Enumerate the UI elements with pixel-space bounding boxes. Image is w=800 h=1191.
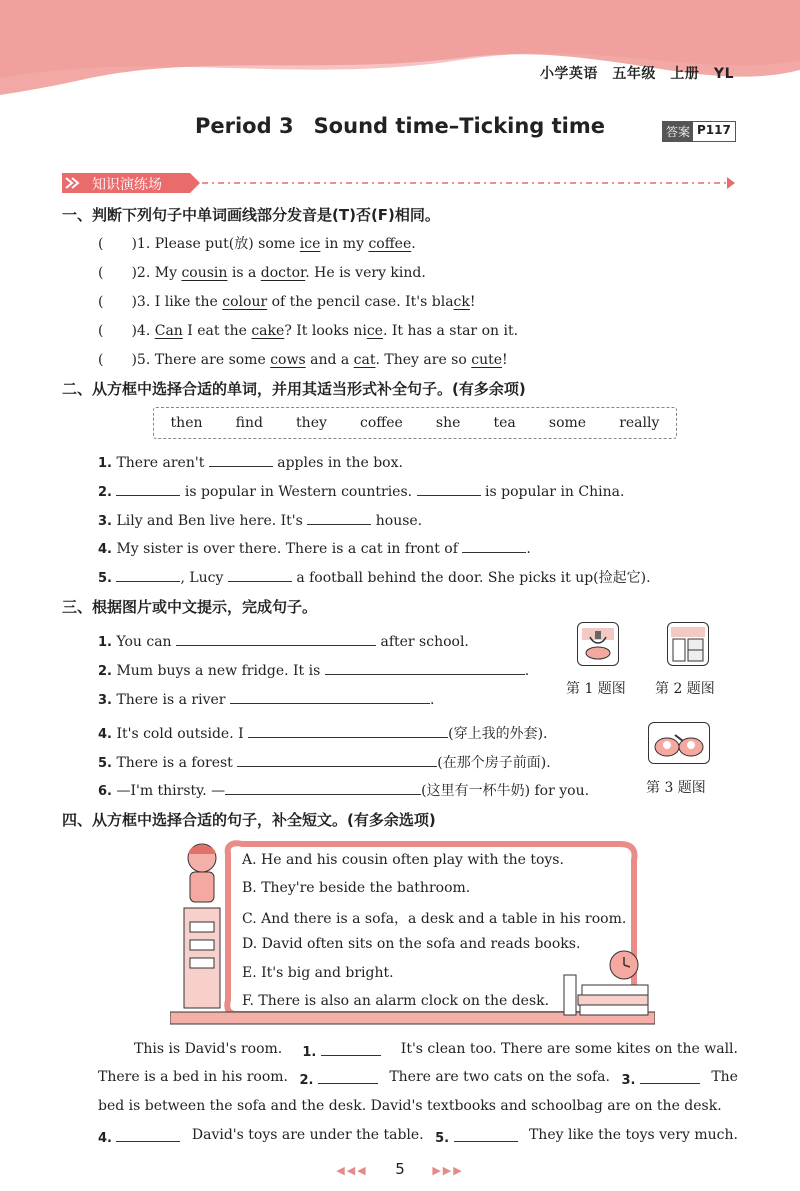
item-number: 1. bbox=[98, 456, 112, 471]
q1-item-4 bbox=[98, 320, 518, 340]
text: ( )2. My bbox=[98, 265, 182, 281]
underlined-text: cows bbox=[270, 352, 306, 368]
left-arrows-icon: ◀◀◀ bbox=[336, 1164, 368, 1177]
passage-line-4 bbox=[98, 1127, 738, 1146]
answer-blank[interactable] bbox=[116, 481, 180, 496]
item-number: 3. bbox=[621, 1073, 636, 1088]
q3-picture-3 bbox=[648, 722, 710, 764]
item-number: 5. bbox=[435, 1131, 450, 1146]
text: and a bbox=[305, 352, 354, 368]
word-bank-item: coffee bbox=[360, 415, 403, 431]
page-footer bbox=[0, 1160, 800, 1178]
text: There is a river bbox=[116, 692, 226, 708]
text: There is a forest bbox=[116, 755, 233, 771]
q4-option-d: D. David often sits on the sofa and reads books. bbox=[242, 936, 581, 952]
top-wave-decoration bbox=[0, 0, 800, 100]
text: is popular in Western countries. bbox=[184, 484, 413, 500]
item-number: 3. bbox=[98, 514, 112, 529]
text: in my bbox=[320, 236, 369, 252]
text: (这里有一杯牛奶) for you. bbox=[421, 783, 590, 799]
item-number: 5. bbox=[98, 571, 112, 586]
word-bank-item: find bbox=[235, 415, 263, 431]
word-bank-item: tea bbox=[493, 415, 516, 431]
q3-caption-3: 第 3 题图 bbox=[646, 780, 706, 796]
underlined-text: cake bbox=[251, 323, 285, 339]
answer-blank[interactable] bbox=[176, 631, 376, 646]
q3-sentence-3 bbox=[98, 689, 434, 708]
cooking-icon bbox=[578, 623, 618, 665]
answer-blank[interactable] bbox=[454, 1127, 518, 1142]
answer-page: P117 bbox=[697, 123, 731, 137]
answer-blank[interactable] bbox=[225, 780, 421, 795]
text: ( )5. There are some bbox=[98, 352, 271, 368]
item-number: 2. bbox=[98, 485, 112, 500]
text: bed is between the sofa and the desk. David's textbooks and schoolbag are on the desk. bbox=[98, 1098, 722, 1114]
text: I eat the bbox=[182, 323, 252, 339]
underlined-text: cute bbox=[471, 352, 503, 368]
q3-sentence-1 bbox=[98, 631, 469, 650]
underlined-text: ice bbox=[299, 236, 321, 252]
text: There are two cats on the sofa. bbox=[389, 1069, 610, 1085]
title-period: Period 3 bbox=[194, 114, 294, 138]
item-number: 4. bbox=[98, 1131, 112, 1146]
text: . bbox=[429, 692, 435, 708]
text: It's cold outside. I bbox=[116, 726, 244, 742]
passage-line-1 bbox=[134, 1041, 738, 1060]
text: . He is very kind. bbox=[305, 265, 426, 281]
text: . It has a star on it. bbox=[382, 323, 519, 339]
text: is a bbox=[227, 265, 261, 281]
q3-sentence-4 bbox=[98, 723, 547, 743]
text: ! bbox=[469, 294, 476, 310]
text: . bbox=[411, 236, 416, 252]
text: ( )4. bbox=[98, 323, 155, 339]
word-bank-item: they bbox=[296, 415, 327, 431]
text: of the pencil case. It's bla bbox=[267, 294, 454, 310]
q3-picture-2 bbox=[667, 622, 709, 666]
underlined-text: Can bbox=[154, 323, 183, 339]
answer-blank[interactable] bbox=[307, 510, 371, 525]
header-tag: 小学英语 五年级 上册 YL bbox=[539, 66, 734, 82]
underlined-text: cousin bbox=[181, 265, 228, 281]
q4-heading: 四、从方框中选择合适的句子，补全短文。(有多余选项) bbox=[62, 811, 436, 829]
text: It's clean too. There are some kites on the wall. bbox=[400, 1041, 738, 1057]
answer-blank[interactable] bbox=[640, 1069, 700, 1084]
q4-option-e: E. It's big and bright. bbox=[242, 965, 394, 981]
item-number: 4. bbox=[98, 727, 112, 742]
answer-blank[interactable] bbox=[116, 567, 180, 582]
washing-dishes-icon bbox=[649, 723, 709, 763]
q4-option-c: C. And there is a sofa，a desk and a table in his room. bbox=[242, 911, 627, 927]
text: apples in the box. bbox=[277, 455, 403, 471]
answer-label: 答案 bbox=[663, 122, 693, 141]
q3-caption-2: 第 2 题图 bbox=[655, 681, 715, 697]
item-number: 4. bbox=[98, 542, 112, 557]
text: ( )1. Please put(放) some bbox=[98, 236, 300, 252]
q4-option-f: F. There is also an alarm clock on the desk. bbox=[242, 993, 550, 1009]
q3-sentence-2 bbox=[98, 660, 529, 679]
text: ( )3. I like the bbox=[98, 294, 223, 310]
q3-picture-1 bbox=[577, 622, 619, 666]
text: The bbox=[711, 1069, 738, 1085]
text: This is David's room. bbox=[134, 1041, 283, 1057]
item-number: 3. bbox=[98, 693, 112, 708]
q2-heading: 二、从方框中选择合适的单词，并用其适当形式补全句子。(有多余项) bbox=[62, 380, 526, 398]
q2-sentence-2 bbox=[98, 481, 624, 500]
q1-item-2 bbox=[98, 262, 426, 282]
text: (在那个房子前面). bbox=[437, 755, 551, 771]
word-bank-item: she bbox=[435, 415, 461, 431]
text: Lily and Ben live here. It's bbox=[116, 513, 303, 529]
answer-blank[interactable] bbox=[318, 1069, 378, 1084]
underlined-text: cat bbox=[353, 352, 376, 368]
q3-heading: 三、根据图片或中文提示，完成句子。 bbox=[62, 598, 318, 616]
answer-blank[interactable] bbox=[417, 481, 481, 496]
word-bank-item: then bbox=[170, 415, 203, 431]
text: . bbox=[526, 541, 531, 557]
text: You can bbox=[116, 634, 172, 650]
banner-label: 知识演练场 bbox=[92, 177, 162, 193]
answer-blank[interactable] bbox=[116, 1127, 180, 1142]
item-number: 2. bbox=[299, 1073, 314, 1088]
item-number: 2. bbox=[98, 664, 112, 679]
item-number: 1. bbox=[302, 1045, 317, 1060]
books-clock-illustration bbox=[560, 945, 652, 1019]
word-bank bbox=[153, 407, 677, 439]
q2-sentence-1 bbox=[98, 452, 403, 471]
answer-blank[interactable] bbox=[325, 660, 525, 675]
text: a football behind the door. She picks it up(捡起它). bbox=[296, 570, 651, 586]
answer-blank[interactable] bbox=[462, 538, 526, 553]
kitchen-icon bbox=[668, 623, 708, 665]
item-number: 1. bbox=[98, 635, 112, 650]
word-bank-item: really bbox=[619, 415, 660, 431]
underlined-text: ck bbox=[453, 294, 470, 310]
answer-reference bbox=[662, 121, 736, 142]
q4-option-b: B. They're beside the bathroom. bbox=[242, 880, 471, 896]
answer-blank[interactable] bbox=[228, 567, 292, 582]
text: (穿上我的外套). bbox=[448, 726, 548, 742]
text: . They are so bbox=[375, 352, 472, 368]
underlined-text: doctor bbox=[260, 265, 306, 281]
text: There aren't bbox=[116, 455, 205, 471]
text: , Lucy bbox=[180, 570, 224, 586]
q3-sentence-5 bbox=[98, 752, 551, 772]
word-bank-item: some bbox=[548, 415, 587, 431]
item-number: 6. bbox=[98, 784, 112, 799]
text: ? It looks ni bbox=[284, 323, 367, 339]
q2-sentence-3 bbox=[98, 510, 422, 529]
passage-line-3 bbox=[98, 1098, 738, 1114]
answer-blank[interactable] bbox=[248, 723, 448, 738]
item-number: 5. bbox=[98, 756, 112, 771]
answer-blank[interactable] bbox=[321, 1041, 381, 1056]
q2-sentence-4 bbox=[98, 538, 531, 557]
text: My sister is over there. There is a cat in front of bbox=[116, 541, 458, 557]
underlined-text: ce bbox=[366, 323, 383, 339]
q1-item-1 bbox=[98, 233, 416, 253]
q3-sentence-6 bbox=[98, 780, 589, 800]
answer-blank[interactable] bbox=[230, 689, 430, 704]
title-topic: Sound time–Ticking time bbox=[313, 114, 606, 138]
passage-line-2 bbox=[98, 1069, 738, 1088]
text: —I'm thirsty. — bbox=[116, 783, 226, 799]
text: David's toys are under the table. bbox=[191, 1127, 424, 1143]
right-arrows-icon: ▶▶▶ bbox=[432, 1164, 464, 1177]
banner-shape bbox=[62, 170, 737, 196]
q3-caption-1: 第 1 题图 bbox=[566, 681, 626, 697]
text: after school. bbox=[380, 634, 469, 650]
q1-item-5 bbox=[98, 349, 508, 369]
text: There is a bed in his room. bbox=[98, 1069, 288, 1085]
text: They like the toys very much. bbox=[528, 1127, 738, 1143]
answer-blank[interactable] bbox=[237, 752, 437, 767]
text: Mum buys a new fridge. It is bbox=[116, 663, 321, 679]
q4-option-a: A. He and his cousin often play with the toys. bbox=[242, 852, 564, 868]
text: ! bbox=[502, 352, 508, 368]
section-banner bbox=[62, 170, 737, 196]
q1-item-3 bbox=[98, 291, 476, 311]
underlined-text: colour bbox=[222, 294, 268, 310]
text: is popular in China. bbox=[485, 484, 625, 500]
page-number: 5 bbox=[395, 1160, 405, 1178]
answer-blank[interactable] bbox=[209, 452, 273, 467]
text: . bbox=[524, 663, 530, 679]
underlined-text: coffee bbox=[368, 236, 412, 252]
q2-sentence-5 bbox=[98, 567, 651, 587]
q1-heading: 一、判断下列句子中单词画线部分发音是(T)否(F)相同。 bbox=[62, 206, 440, 224]
text: house. bbox=[375, 513, 423, 529]
